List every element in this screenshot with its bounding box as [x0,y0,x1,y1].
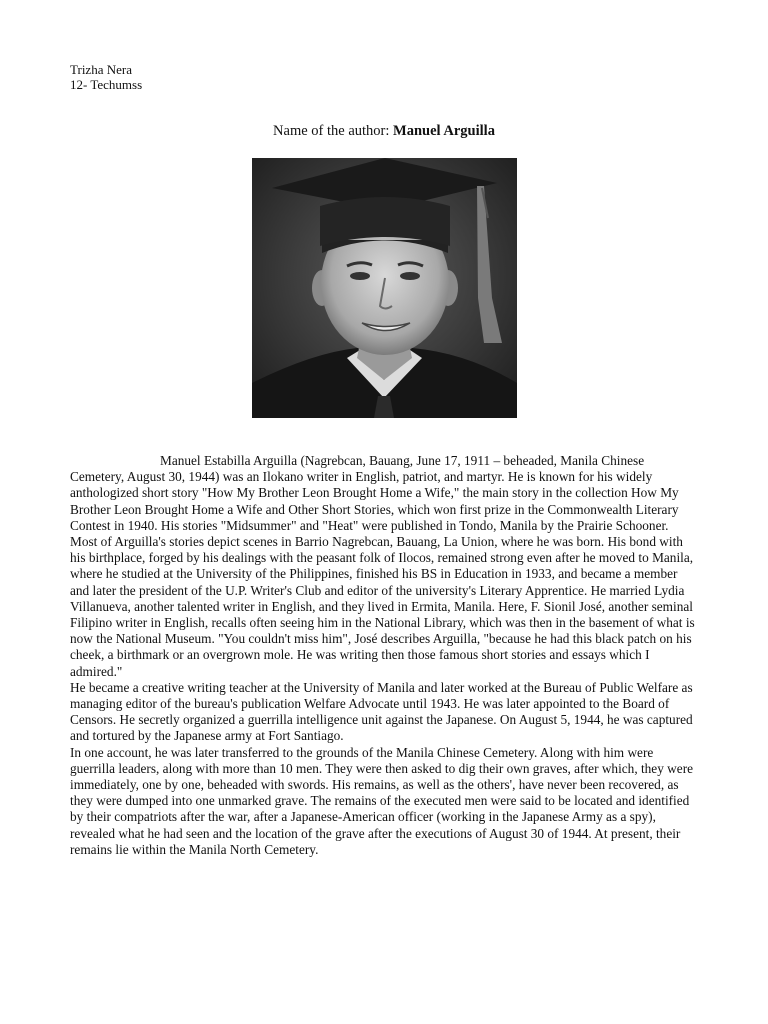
author-photo [252,158,517,418]
student-name: Trizha Nera [70,62,132,77]
title-prefix: Name of the author: [273,123,394,139]
biography-paragraph-2: He became a creative writing teacher at the University of Manila and later worked at the Bureau of Public Welfare as managing editor of the bureau's publication Welfare Advocate until 1943. He was later appointed to the Board of Censors. He secretly organized a guerrilla intelligence unit against the Japanese. On August 5, 1944, he was captured and tortured by the Japanese army at Fort Santiago. [70,679,693,744]
biography-paragraph-1: Manuel Estabilla Arguilla (Nagrebcan, Bauang, June 17, 1911 – beheaded, Manila Chinese Cemetery, August 30, 1944) was an Ilokano writer in English, patriot, and martyr. He is known for his widely anthologized short story "How My Brother Leon Brought Home a Wife," the main story in the collection How My Brother Leon Brought Home a Wife and Other Short Stories, which won first prize in the Commonwealth Literary Contest in 1940. His stories "Midsummer" and "Heat" were published in Tondo, Manila by the Prairie Schooner. Most of Arguilla's stories depict scenes in Barrio Nagrebcan, Bauang, La Union, where he was born. His bond with his birthplace, forged by his dealings with the peasant folk of Ilocos, remained strong even after he moved to Manila, where he studied at the University of the Philippines, finished his BS in Education in 1933, and became a member and later the president of the U.P. Writer's Club and editor of the university's Literary Apprentice. He married Lydia Villanueva, another talented writer in English, and they lived in Ermita, Manila. Here, F. Sionil José, another seminal Filipino writer in English, recalls often seeing him in the National Library, which was then in the basement of what is now the National Museum. "You couldn't miss him", José describes Arguilla, "because he had this black patch on his cheek, a birthmark or an overgrown mole. He was writing then those famous short stories and essays which I admired." [70,453,695,679]
student-section: 12- Techumss [70,77,143,92]
biography-paragraph-3: In one account, he was later transferred to the grounds of the Manila Chinese Cemetery. Along with him were guerrilla leaders, along with more than 10 men. They were then asked to dig their own graves, after which, they were immediately, one by one, beheaded with swords. His remains, as well as the others', have never been recovered, as they were dumped into one unmarked grave. The remains of the executed men were said to be located and identified by their compatriots after the war, after a Japanese-American officer (working in the Japanese Army as a spy), revealed what he had seen and the location of the grave after the executions of August 30 of 1944. At present, their remains lie within the Manila North Cemetery. [70,744,694,857]
page-title [0,123,768,140]
biography-text [70,453,698,858]
student-header [70,62,142,92]
author-name: Manuel Arguilla [393,123,495,139]
